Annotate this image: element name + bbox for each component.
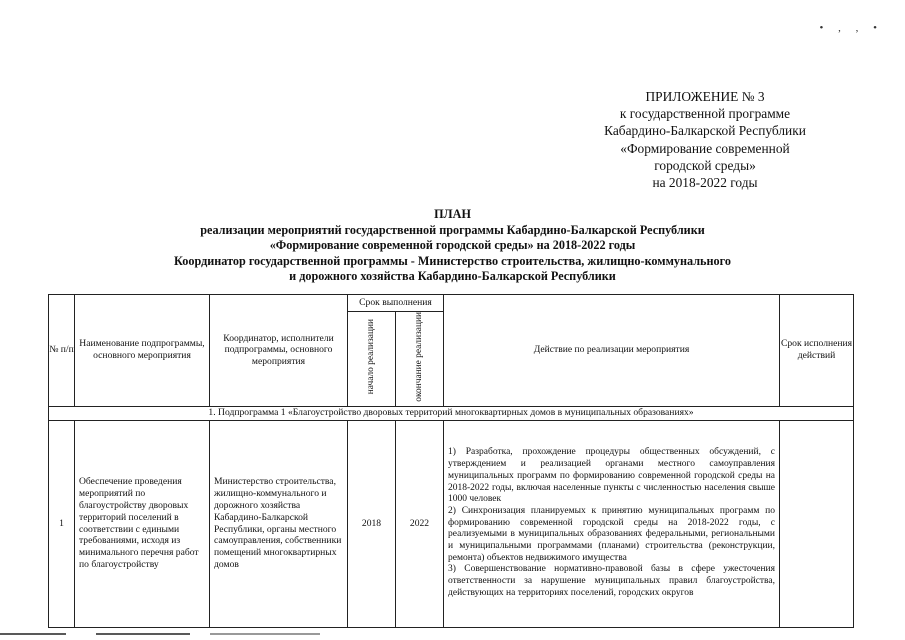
table-row xyxy=(49,420,854,627)
scan-bottom-artifacts xyxy=(0,620,905,640)
appendix-line: ПРИЛОЖЕНИЕ № 3 xyxy=(645,89,765,104)
header-name: Наименование подпрограммы, основного мероприятия xyxy=(75,295,210,407)
row-num: 1 xyxy=(49,420,75,627)
row-end: 2022 xyxy=(396,420,444,627)
appendix-line: к государственной программе xyxy=(619,106,791,122)
document-title xyxy=(0,207,905,285)
action-item: 3) Совершенствование нормативно-правовой базы в сфере ужесточения ответственности за нарушение муниципальных правил благоустройства, действующих на территориях поселений, городских округов xyxy=(448,564,776,598)
title-line: и дорожного хозяйства Кабардино-Балкарской Республики xyxy=(289,269,616,284)
title-line: «Формирование современной городской среды» на 2018-2022 годы xyxy=(269,238,636,253)
header-start: начало реализации xyxy=(366,319,377,395)
section-heading: 1. Подпрограмма 1 «Благоустройство дворовых территорий многоквартирных домов в муниципальных образованиях» xyxy=(49,406,854,420)
row-coordinator: Министерство строительства, жилищно-коммунального и дорожного хозяйства Кабардино-Балкарской Республики, органы местного самоуправления, собственники помещений многоквартирных домов xyxy=(210,420,348,627)
title-line: Координатор государственной программы - Министерство строительства, жилищно-коммунального xyxy=(174,253,731,268)
header-end-cell xyxy=(396,312,444,407)
header-deadline: Срок выполнения xyxy=(348,295,444,312)
header-end: окончание реализации xyxy=(414,312,425,402)
action-item: 1) Разработка, прохождение процедуры общественных обсуждений, с утверждением и реализацией органами местного самоуправления муниципальных программ по формированию современной городской среды на 2018-2022 годы, включая населенные пункты с численностью населения свыше 1000 человек xyxy=(448,447,776,505)
appendix-line: Кабардино-Балкарской Республики xyxy=(604,123,806,139)
scan-artifact-dots: • , , • xyxy=(819,22,883,34)
title-line: реализации мероприятий государственной программы Кабардино-Балкарской Республики xyxy=(200,222,705,237)
row-actions xyxy=(444,420,780,627)
row-start: 2018 xyxy=(348,420,396,627)
header-term: Срок исполнения действий xyxy=(780,295,854,407)
row-term xyxy=(780,420,854,627)
appendix-line: на 2018-2022 годы xyxy=(652,175,758,191)
appendix-line: городской среды» xyxy=(654,157,756,173)
appendix-line: «Формирование современной xyxy=(620,140,790,156)
row-name: Обеспечение проведения мероприятий по благоустройству дворовых территорий поселений в соответствии с едиными требованиями, исходя из минимального перечня работ по благоустройству xyxy=(75,420,210,627)
action-item: 2) Синхронизация планируемых к принятию муниципальных программ по формированию современной городской среды на 2018-2022 годы, с реализуемыми в муниципальных образованиях федеральными, региональными и муниципальными программами (планами) строительства (реконструкции, ремонта) объектов недвижимого имущества xyxy=(448,505,776,563)
header-num: № п/п xyxy=(49,295,75,407)
title-line: ПЛАН xyxy=(434,207,471,221)
header-start-cell xyxy=(348,312,396,407)
header-coordinator: Координатор, исполнители подпрограммы, основного мероприятия xyxy=(210,295,348,407)
plan-table xyxy=(48,294,854,628)
header-action: Действие по реализации мероприятия xyxy=(444,295,780,407)
appendix-header xyxy=(560,88,850,191)
